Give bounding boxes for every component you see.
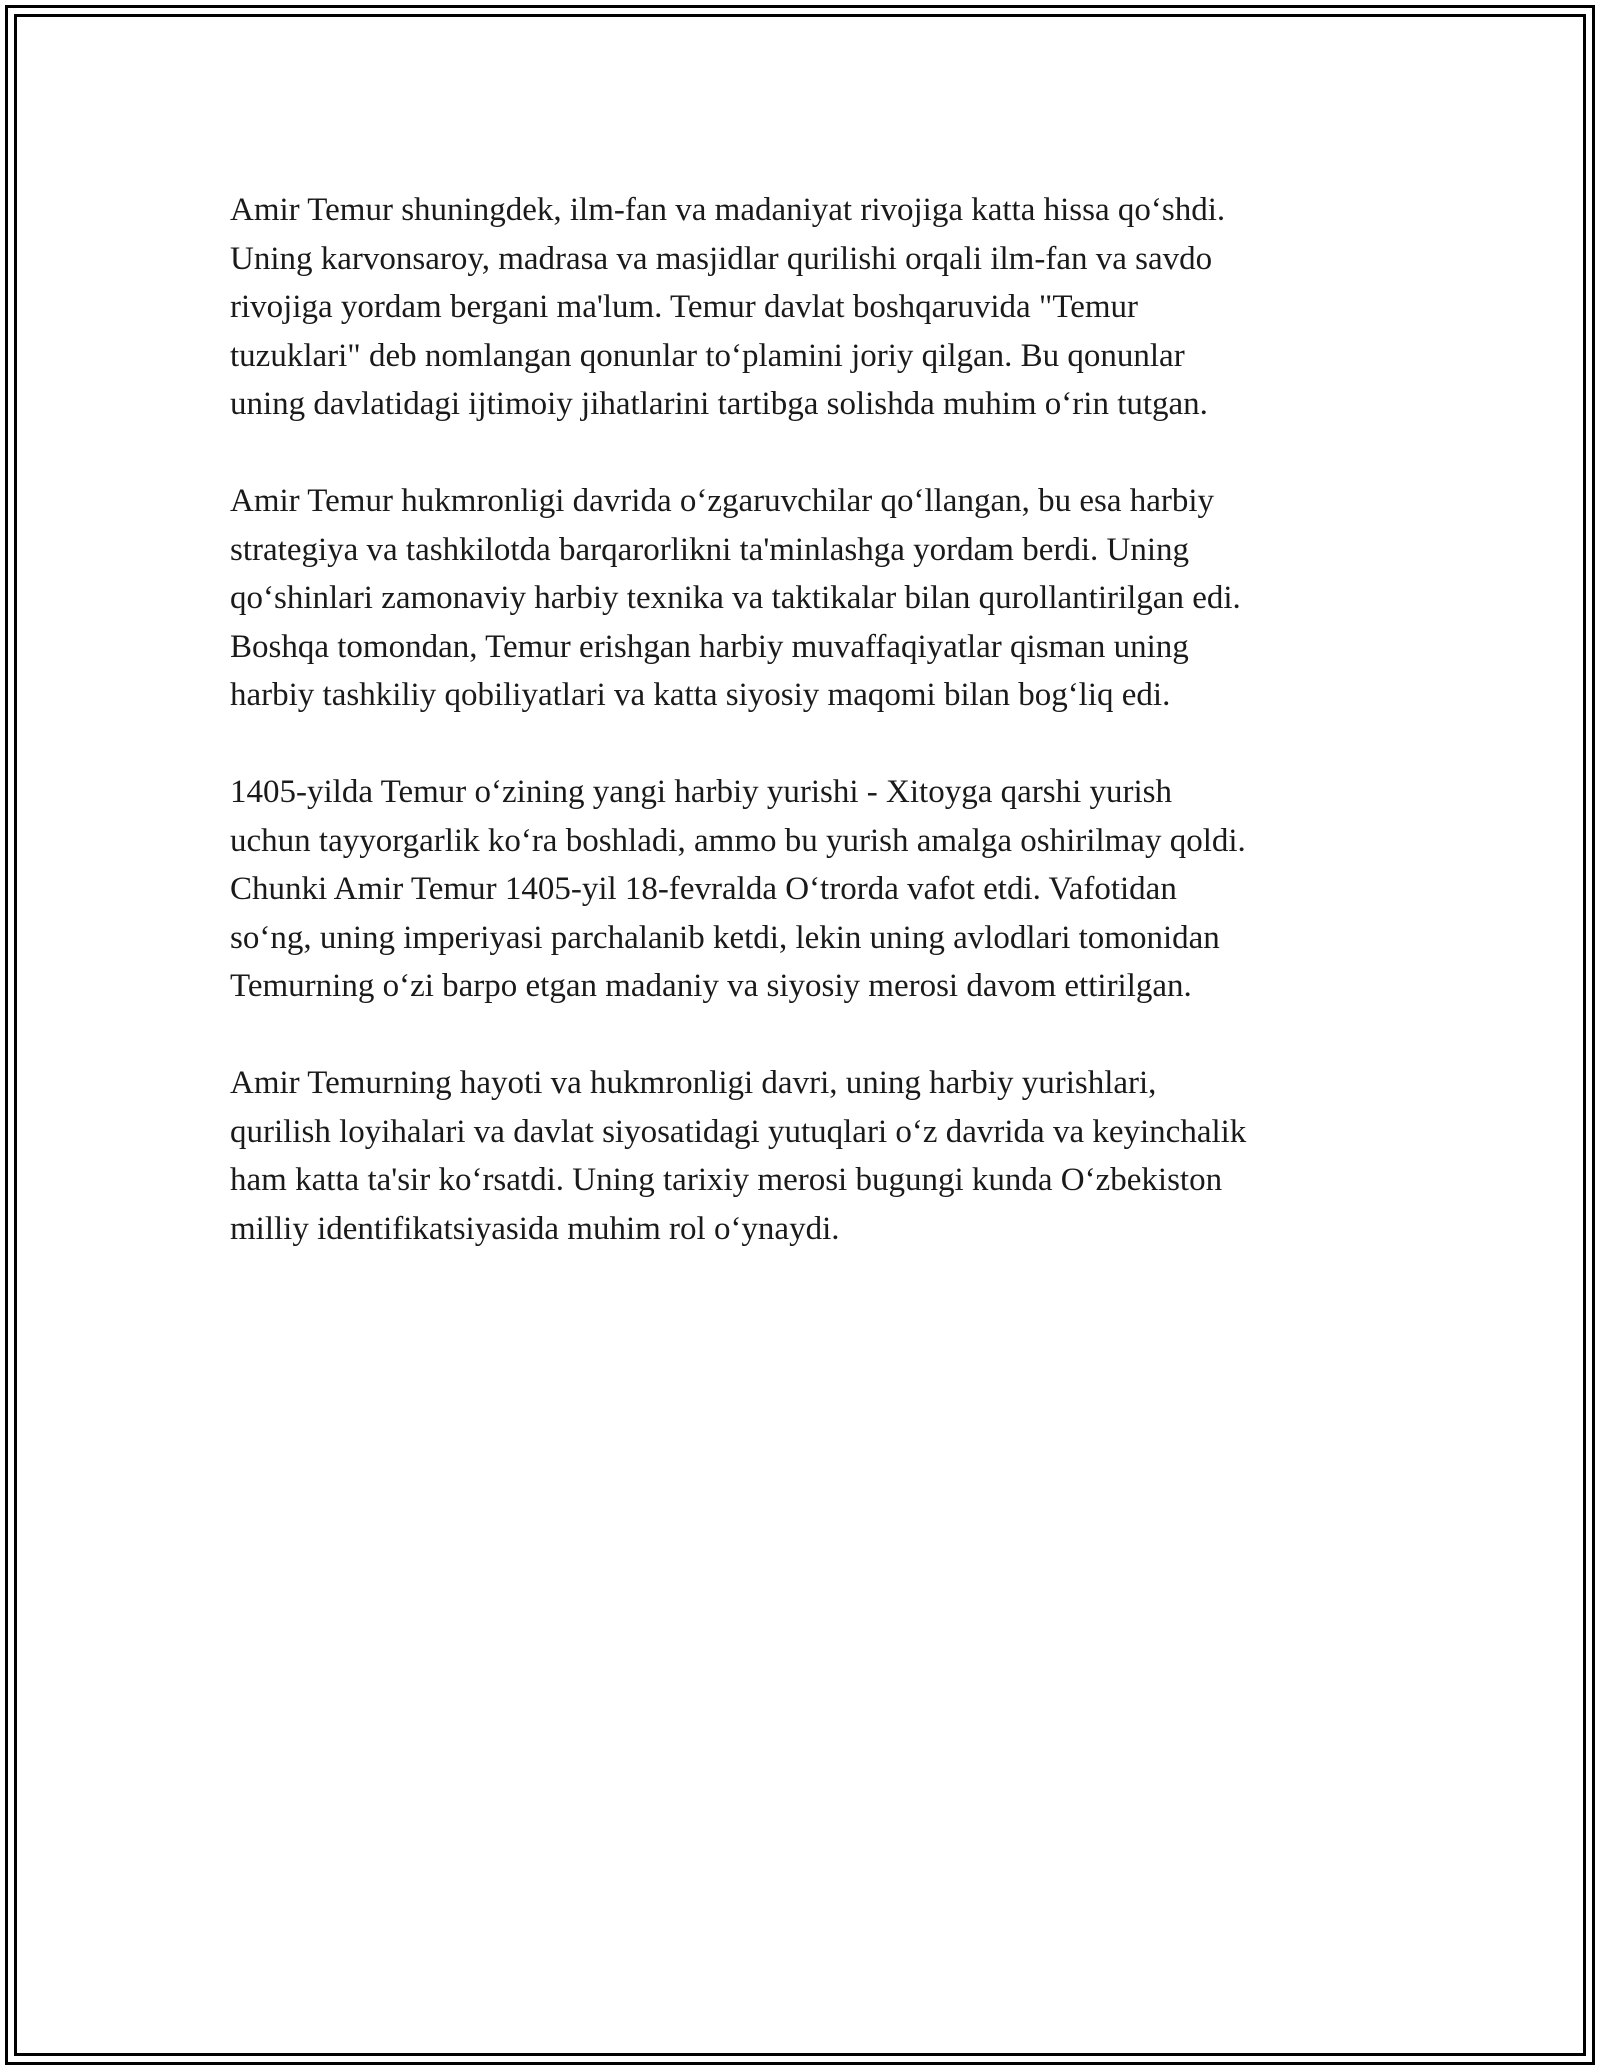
text-line: uchun tayyorgarlik ko‘ra boshladi, ammo bu yurish amalga oshirilmay qoldi. — [230, 822, 1246, 859]
paragraph-3 — [230, 768, 1380, 1011]
text-line: Amir Temur hukmronligi davrida o‘zgaruvchilar qo‘llangan, bu esa harbiy — [230, 483, 1215, 519]
paragraph-4 — [230, 1059, 1380, 1253]
text-line: tuzuklari" deb nomlangan qonunlar to‘plamini joriy qilgan. Bu qonunlar — [230, 337, 1185, 374]
text-line: Boshqa tomondan, Temur erishgan harbiy muvaffaqiyatlar qisman uning — [230, 628, 1189, 665]
text-line: ham katta ta'sir ko‘rsatdi. Uning tarixiy merosi bugungi kunda O‘zbekiston — [230, 1162, 1223, 1198]
paragraph-1 — [230, 186, 1380, 429]
text-line: Uning karvonsaroy, madrasa va masjidlar qurilishi orqali ilm-fan va savdo — [230, 240, 1213, 277]
document-body — [230, 186, 1380, 1302]
text-line: Temurning o‘zi barpo etgan madaniy va siyosiy merosi davom ettirilgan. — [230, 968, 1192, 1004]
text-line: so‘ng, uning imperiyasi parchalanib ketdi, lekin uning avlodlari tomonidan — [230, 919, 1220, 956]
text-line: uning davlatidagi ijtimoiy jihatlarini tartibga solishda muhim o‘rin tutgan. — [230, 386, 1208, 422]
text-line: rivojiga yordam bergani ma'lum. Temur davlat boshqaruvida "Temur — [230, 289, 1139, 325]
text-line: strategiya va tashkilotda barqarorlikni ta'minlashga yordam berdi. Uning — [230, 531, 1190, 568]
text-line: Amir Temurning hayoti va hukmronligi davri, uning harbiy yurishlari, — [230, 1065, 1157, 1101]
text-line: qurilish loyihalari va davlat siyosatidagi yutuqlari o‘z davrida va keyinchalik — [230, 1113, 1247, 1150]
text-line: harbiy tashkiliy qobiliyatlari va katta siyosiy maqomi bilan bog‘liq edi. — [230, 677, 1171, 713]
text-line: milliy identifikatsiyasida muhim rol o‘ynaydi. — [230, 1210, 840, 1247]
text-line: Chunki Amir Temur 1405-yil 18-fevralda O‘trorda vafot etdi. Vafotidan — [230, 871, 1177, 907]
text-line: 1405-yilda Temur o‘zining yangi harbiy yurishi - Xitoyga qarshi yurish — [230, 774, 1172, 810]
text-line: qo‘shinlari zamonaviy harbiy texnika va taktikalar bilan qurollantirilgan edi. — [230, 580, 1241, 616]
text-line: Amir Temur shuningdek, ilm-fan va madaniyat rivojiga katta hissa qo‘shdi. — [230, 192, 1226, 228]
paragraph-2 — [230, 477, 1380, 720]
